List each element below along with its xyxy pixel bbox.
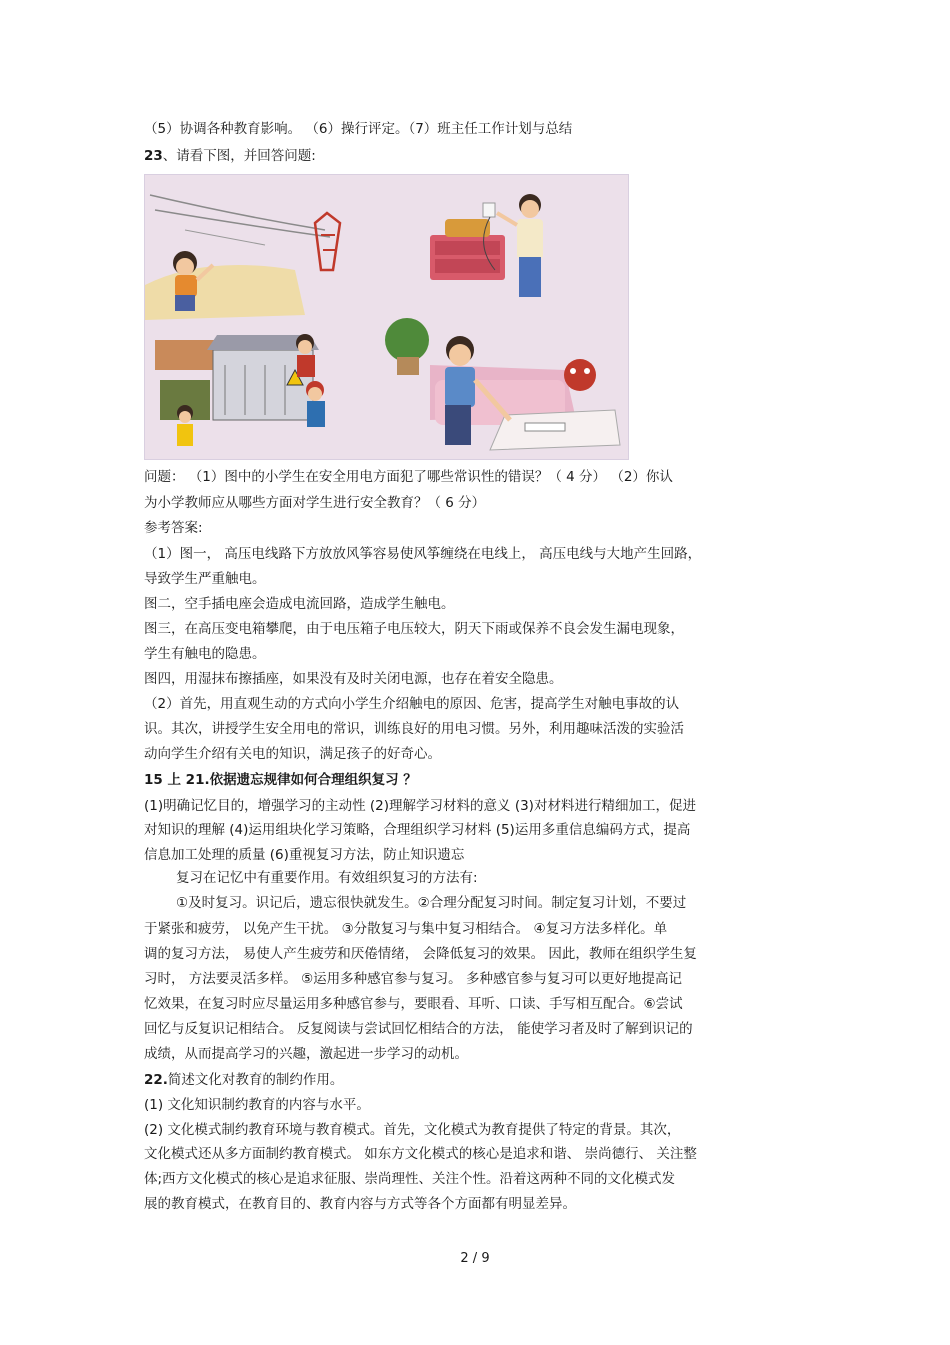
answer-line: (2) 文化模式制约教育环境与教育模式。首先，文化模式为教育提供了特定的背景。其次，: [144, 1122, 681, 1138]
question-line: 问题： （1）图中的小学生在安全用电方面犯了哪些常识性的错误？（ 4 分） （2）你认: [144, 469, 673, 485]
question-text: 简述文化对教育的制约作用。: [167, 1072, 344, 1088]
reference-answer-label: 参考答案:: [144, 520, 203, 536]
question-text: 、请看下图，并回答问题:: [162, 148, 316, 164]
question-number: 22.: [144, 1072, 168, 1088]
answer-line: 展的教育模式，在教育目的、教育内容与方式等各个方面都有明显差异。: [144, 1196, 576, 1212]
answer-line: 动向学生介绍有关电的知识，满足孩子的好奇心。: [144, 746, 441, 762]
answer-line: （1）图一， 高压电线路下方放放风筝容易使风筝缠绕在电线上， 高压电线与大地产生回路，: [144, 546, 702, 562]
answer-line: (1)明确记忆目的，增强学习的主动性 (2)理解学习材料的意义 (3)对材料进行精细加工，促进: [144, 798, 696, 814]
electric-safety-illustration: [144, 174, 629, 460]
question-21-heading: 15 上 21.依据遗忘规律如何合理组织复习 ？: [144, 772, 417, 788]
page-number: 2 / 9: [460, 1251, 490, 1266]
answer-line: 图三，在高压变电箱攀爬，由于电压箱子电压较大，阴天下雨或保养不良会发生漏电现象，: [144, 621, 684, 637]
answer-line: 复习在记忆中有重要作用。有效组织复习的方法有:: [176, 870, 478, 886]
text-line: （5）协调各种教育影响。 （6）操行评定。（7）班主任工作计划与总结: [144, 121, 573, 137]
answer-line: 文化模式还从多方面制约教育模式。 如东方文化模式的核心是追求和谐、 崇尚德行、 关注整: [144, 1146, 697, 1162]
answer-line: 对知识的理解 (4)运用组块化学习策略，合理组织学习材料 (5)运用多重信息编码方式，提高: [144, 822, 691, 838]
question-number: 23: [144, 148, 163, 164]
answer-line: 体;西方文化模式的核心是追求征服、崇尚理性、关注个性。沿着这两种不同的文化模式发: [144, 1171, 676, 1187]
answer-line: 图二，空手插电座会造成电流回路，造成学生触电。: [144, 596, 455, 612]
answer-line: 忆效果，在复习时应尽量运用多种感官参与，要眼看、耳听、口读、手写相互配合。⑥尝试: [144, 996, 683, 1012]
question-23-heading: [144, 147, 316, 165]
question-line: 为小学教师应从哪些方面对学生进行安全教育？（ 6 分）: [144, 495, 486, 511]
answer-line: 习时， 方法要灵活多样。 ⑤运用多种感官参与复习。 多种感官参与复习可以更好地提高记: [144, 971, 682, 987]
answer-line: 学生有触电的隐患。: [144, 646, 266, 662]
answer-line: 识。其次，讲授学生安全用电的常识，训练良好的用电习惯。另外，利用趣味活泼的实验活: [144, 721, 684, 737]
answer-line: (1) 文化知识制约教育的内容与水平。: [144, 1097, 370, 1113]
answer-line: 成绩，从而提高学习的兴趣，激起进一步学习的动机。: [144, 1046, 468, 1062]
answer-line: 图四，用湿抹布擦插座，如果没有及时关闭电源，也存在着安全隐患。: [144, 671, 563, 687]
answer-line: 导致学生严重触电。: [144, 571, 266, 587]
answer-line: ①及时复习。识记后，遗忘很快就发生。②合理分配复习时间。制定复习计划，不要过: [176, 895, 687, 911]
question-22-heading: [144, 1071, 343, 1089]
answer-line: 信息加工处理的质量 (6)重视复习方法，防止知识遗忘: [144, 847, 465, 863]
answer-line: （2）首先，用直观生动的方式向小学生介绍触电的原因、危害，提高学生对触电事故的认: [144, 696, 680, 712]
answer-line: 于紧张和疲劳， 以免产生干扰。 ③分散复习与集中复习相结合。 ④复习方法多样化。单: [144, 921, 668, 937]
answer-line: 回忆与反复识记相结合。 反复阅读与尝试回忆相结合的方法， 能使学习者及时了解到识记的: [144, 1021, 693, 1037]
answer-line: 调的复习方法， 易使人产生疲劳和厌倦情绪， 会降低复习的效果。 因此，教师在组织学生复: [144, 946, 697, 962]
